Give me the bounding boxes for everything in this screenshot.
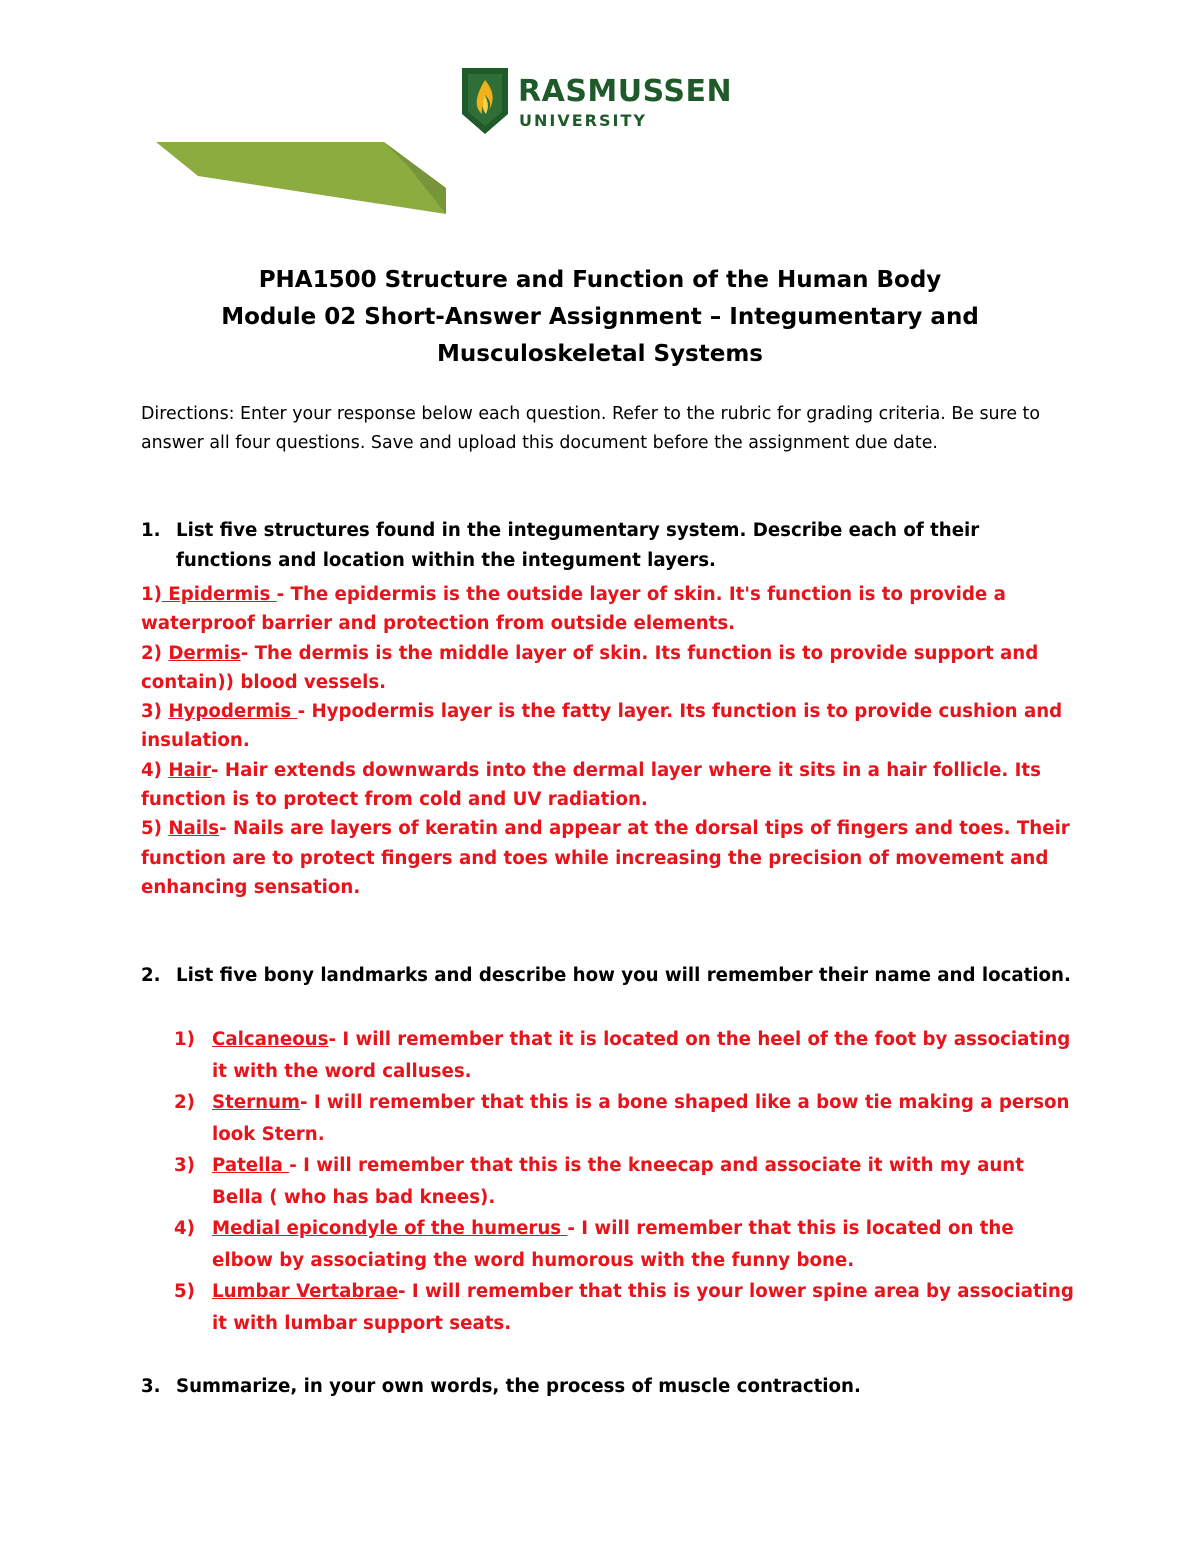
question-text: Summarize, in your own words, the process of muscle contraction. <box>176 1376 861 1397</box>
title-line-3: Musculoskeletal Systems <box>437 341 763 367</box>
question-3 <box>141 1372 1076 1402</box>
answer-term: Nails <box>168 818 220 840</box>
answer-term: Epidermis <box>161 584 277 605</box>
list-item: 5) Lumbar Vertabrae- I will remember that this is your lower spine area by associating it with lumbar support seats. <box>174 1281 1074 1334</box>
list-item: 2) Sternum- I will remember that this is a bone shaped like a bow tie making a person look Stern. <box>174 1092 1070 1145</box>
answer-term: Sternum <box>212 1092 300 1113</box>
question-number: 1. <box>141 520 161 541</box>
answer-term: Lumbar Vertabrae <box>212 1281 399 1302</box>
directions-text: Directions: Enter your response below each question. Refer to the rubric for grading criteria. Be sure to answer all four questions. Save and upload this document before the assignment due date. <box>141 404 1041 453</box>
answer-item: 4) Hair- Hair extends downwards into the dermal layer where it sits in a hair follicle. Its function is to protect from cold and UV radiation. <box>141 759 1041 811</box>
question-number: 2. <box>141 965 161 986</box>
question-text: List five structures found in the integumentary system. Describe each of their functions and location within the integument layers. <box>176 520 980 571</box>
answer-2-list <box>141 1024 1076 1339</box>
answer-term: Hair <box>168 759 212 781</box>
question-number: 3. <box>141 1376 161 1397</box>
question-1 <box>141 516 1076 576</box>
document-title <box>130 262 1070 373</box>
answer-item: 1) Epidermis - The epidermis is the outside layer of skin. It's function is to provide a waterproof barrier and protection from outside elements. <box>141 584 1006 635</box>
question-text: List five bony landmarks and describe how you will remember their name and location. <box>176 965 1071 986</box>
answer-item: 3) Hypodermis - Hypodermis layer is the fatty layer. Its function is to provide cushion and insulation. <box>141 701 1063 752</box>
logo-name: RASMUSSEN <box>518 74 733 109</box>
answer-term: Medial epicondyle of the humerus <box>212 1218 568 1239</box>
answer-term: Patella <box>212 1155 290 1176</box>
answer-term: Calcaneous <box>212 1029 329 1050</box>
list-item: 4) Medial epicondyle of the humerus - I will remember that this is located on the elbow by associating the word humorous with the funny bone. <box>174 1218 1014 1271</box>
title-line-2: Module 02 Short-Answer Assignment – Integumentary and <box>221 304 979 330</box>
flame-shield-icon <box>462 68 508 134</box>
answer-term: Dermis <box>168 642 241 664</box>
list-item: 3) Patella - I will remember that this is the kneecap and associate it with my aunt Bella ( who has bad knees). <box>174 1155 1024 1208</box>
title-line-1: PHA1500 Structure and Function of the Human Body <box>258 267 942 293</box>
answer-item: 2) Dermis- The dermis is the middle layer of skin. Its function is to provide support and contain)) blood vessels. <box>141 642 1039 693</box>
answer-item: 5) Nails- Nails are layers of keratin and appear at the dorsal tips of fingers and toes. Their function are to protect fingers and toes while increasing the precision of movement and enhancing sensation. <box>141 818 1070 898</box>
green-banner-graphic <box>156 142 446 214</box>
logo-subtitle: UNIVERSITY <box>519 111 647 130</box>
answer-1 <box>141 580 1076 902</box>
question-2 <box>141 961 1076 991</box>
university-logo <box>462 68 752 134</box>
list-item: 1) Calcaneous- I will remember that it is located on the heel of the foot by associating it with the word calluses. <box>174 1029 1071 1082</box>
answer-term: Hypodermis <box>168 701 298 723</box>
